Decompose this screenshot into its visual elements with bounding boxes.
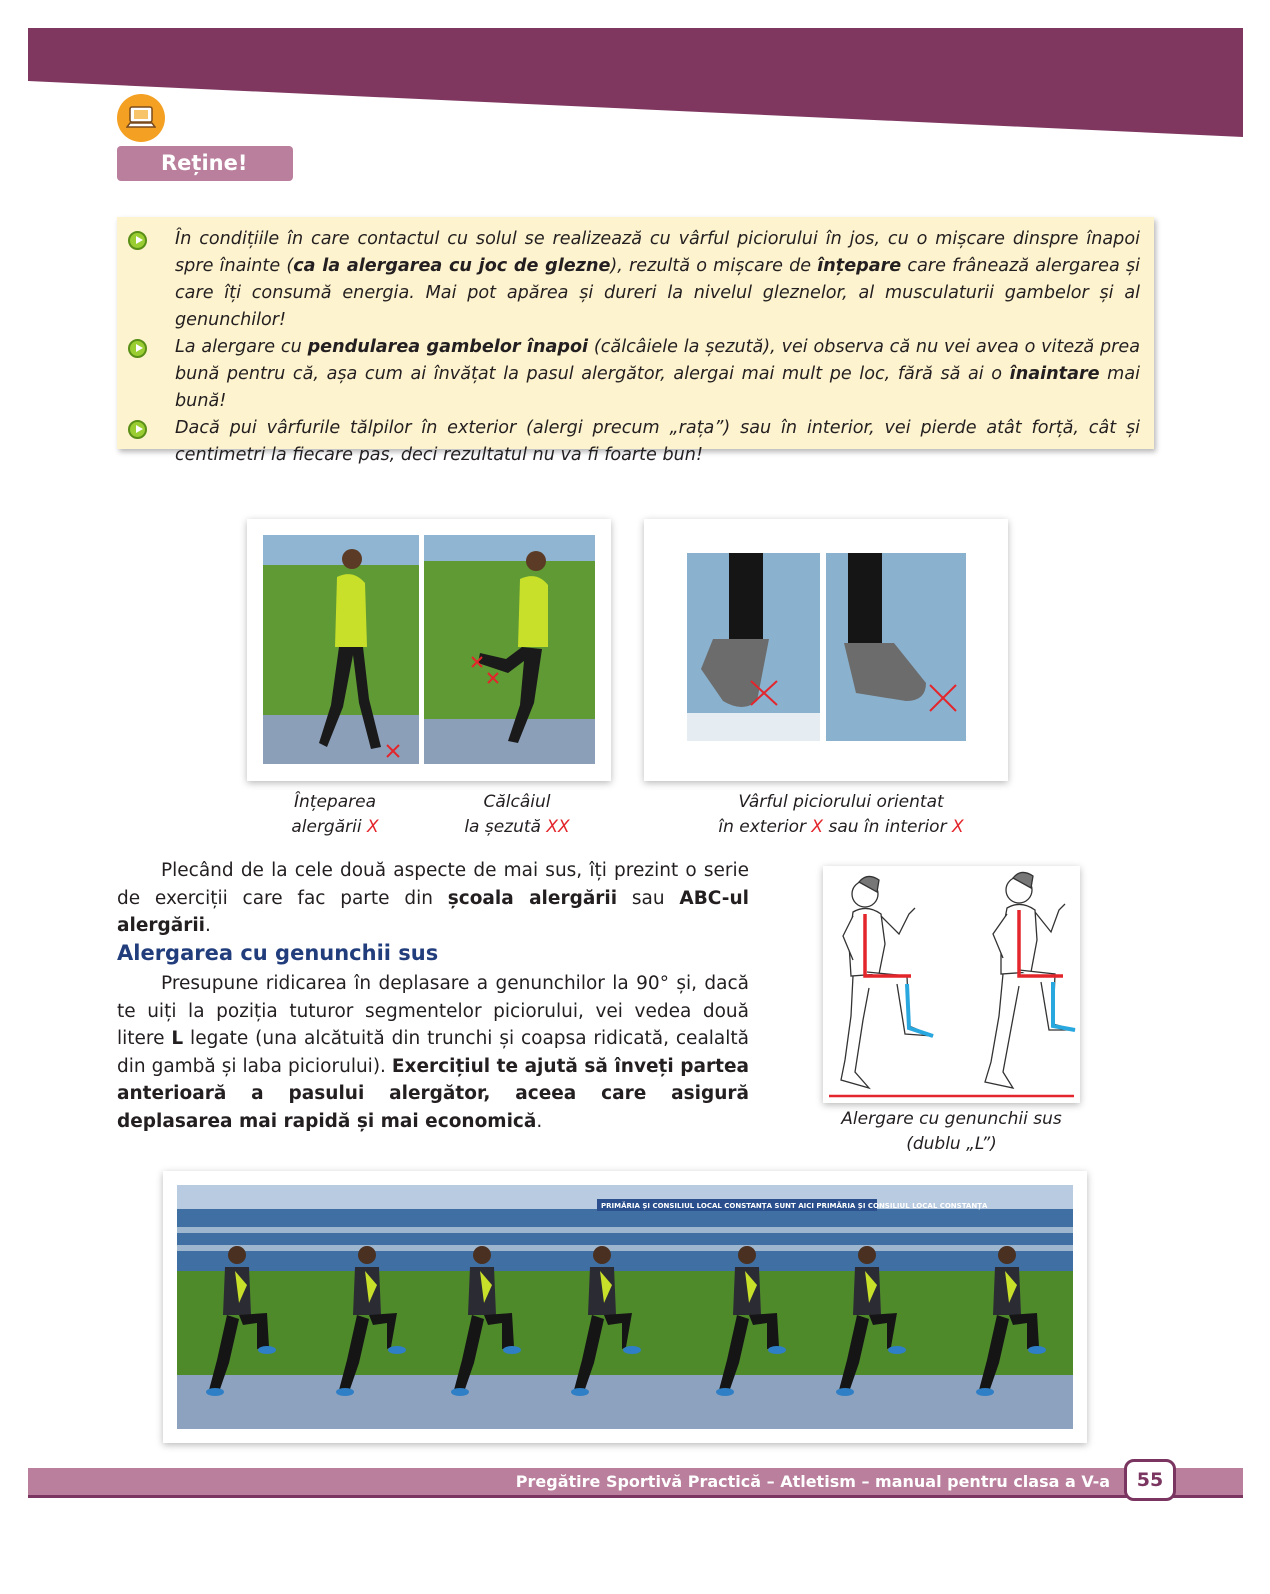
laptop-icon [117, 94, 165, 142]
foot-orientation-photo-card [644, 519, 1008, 781]
double-l-diagram-card [823, 866, 1080, 1103]
page-number: 55 [1124, 1459, 1176, 1501]
heel-strike-photo [263, 535, 419, 764]
caption-line: sau în interior [828, 817, 947, 837]
feet-inward-photo [826, 553, 966, 741]
error-mark: XX [546, 817, 570, 837]
note-text: mai bună! [175, 364, 1140, 411]
play-circle-icon [128, 231, 147, 250]
paragraph-bold: ABC-ul alergării [117, 887, 750, 936]
caption-line: (dublu „L”) [906, 1134, 997, 1154]
note-text: La alergare cu [175, 337, 308, 357]
caption-heel-strike [260, 790, 410, 840]
caption-heel-kick [442, 790, 592, 840]
paragraph-text: legate (una alcătuită din trunchi și coapsa ridicată, cealaltă din gambă și laba piciorului). [117, 1028, 749, 1077]
heel-kick-photo [424, 535, 595, 764]
section-label: Reține! [117, 146, 293, 181]
caption-line: Alergare cu genunchii sus [841, 1109, 1062, 1129]
section-paragraph [117, 970, 749, 1135]
caption-line: Vârful piciorului orientat [738, 792, 944, 812]
note-bold: pendularea gambelor înapoi [307, 337, 589, 357]
paragraph-text: Plecând de la cele două aspecte de mai sus, îți prezint o serie de exerciții care fac parte din [117, 860, 749, 909]
svg-text:PRIMĂRIA ȘI CONSILIUL LOCAL CO [601, 1201, 988, 1211]
running-errors-photo-card [247, 519, 611, 781]
paragraph-bold: Exercițiul te ajută să înveți partea anterioară a pasului alergător, aceea care asigură deplasarea mai rapidă și mai economică [117, 1055, 749, 1132]
footer-line [28, 1495, 1243, 1498]
paragraph-bold: L [171, 1028, 184, 1049]
caption-line: la șezută [464, 817, 541, 837]
note-item [117, 226, 1140, 334]
feet-outward-photo [687, 553, 820, 741]
note-text: Dacă pui vârfurile tălpilor în exterior (alergi precum „rața”) sau în interior, vei pierde atât forță, cât și centimetri la fiecare pas, deci rezultatul nu va fi foarte bun! [175, 418, 1140, 465]
paragraph-text: . [205, 915, 211, 936]
intro-paragraph [117, 857, 749, 940]
note-item [117, 415, 1140, 469]
paragraph-text: sau [617, 887, 680, 909]
diagram-caption [823, 1107, 1080, 1157]
note-text: (călcâiele la șezută), vei observa că nu vei avea o viteză prea bună pentru că, așa cum ai învățat la pasul alergător, alergai mai mult pe loc, fără să ai o [175, 337, 1140, 384]
caption-line: în exterior [718, 817, 807, 837]
note-bold: înaintare [1009, 364, 1100, 384]
note-text: ), rezultă o mișcare de [610, 256, 818, 276]
error-mark: X [811, 817, 824, 837]
caption-line: Călcâiul [483, 792, 551, 812]
error-mark: X [951, 817, 964, 837]
footer-title: Pregătire Sportivă Practică – Atletism – manual pentru clasa a V-a [515, 1472, 1110, 1491]
paragraph-text: . [536, 1110, 543, 1132]
caption-line: Înțeparea [294, 792, 376, 812]
error-mark: X [366, 817, 379, 837]
top-banner [28, 28, 1243, 140]
stadium-banner-left: PRIMĂRIA ȘI CONSILIUL LOCAL CONSTANȚA [601, 1202, 772, 1210]
note-item [117, 334, 1140, 415]
high-knees-sequence-photo [177, 1185, 1073, 1429]
play-circle-icon [128, 420, 147, 439]
stadium-banner-mid: SUNT AICI [774, 1202, 814, 1210]
caption-foot-orientation [680, 790, 1002, 840]
note-text: care frânează alergarea și care îți consumă energia. Mai pot apărea și dureri la nivelul gleznelor, al musculaturii gambelor și al genunchilor! [175, 256, 1141, 330]
high-knees-diagram [823, 866, 1080, 1103]
retain-note-box [117, 217, 1154, 465]
note-bold: ca la alergarea cu joc de glezne [293, 256, 611, 276]
paragraph-text: Presupune ridicarea în deplasare a genunchilor la 90° și, dacă te uiți la poziția tuturor segmentelor piciorului, vei vedea două litere [117, 973, 749, 1049]
high-knees-sequence-card [163, 1171, 1087, 1443]
play-circle-icon [128, 339, 147, 358]
section-heading: Alergarea cu genunchii sus [117, 941, 439, 965]
stadium-banner-right: PRIMĂRIA ȘI CONSILIUL LOCAL CONSTANȚA [816, 1202, 988, 1210]
note-bold: înțepare [817, 256, 902, 276]
caption-line: alergării [291, 817, 362, 837]
note-text: În condițiile în care contactul cu solul se realizează cu vârful piciorului în jos, cu o mișcare dinspre înapoi spre înainte ( [175, 229, 1140, 276]
paragraph-bold: școala alergării [447, 887, 618, 909]
